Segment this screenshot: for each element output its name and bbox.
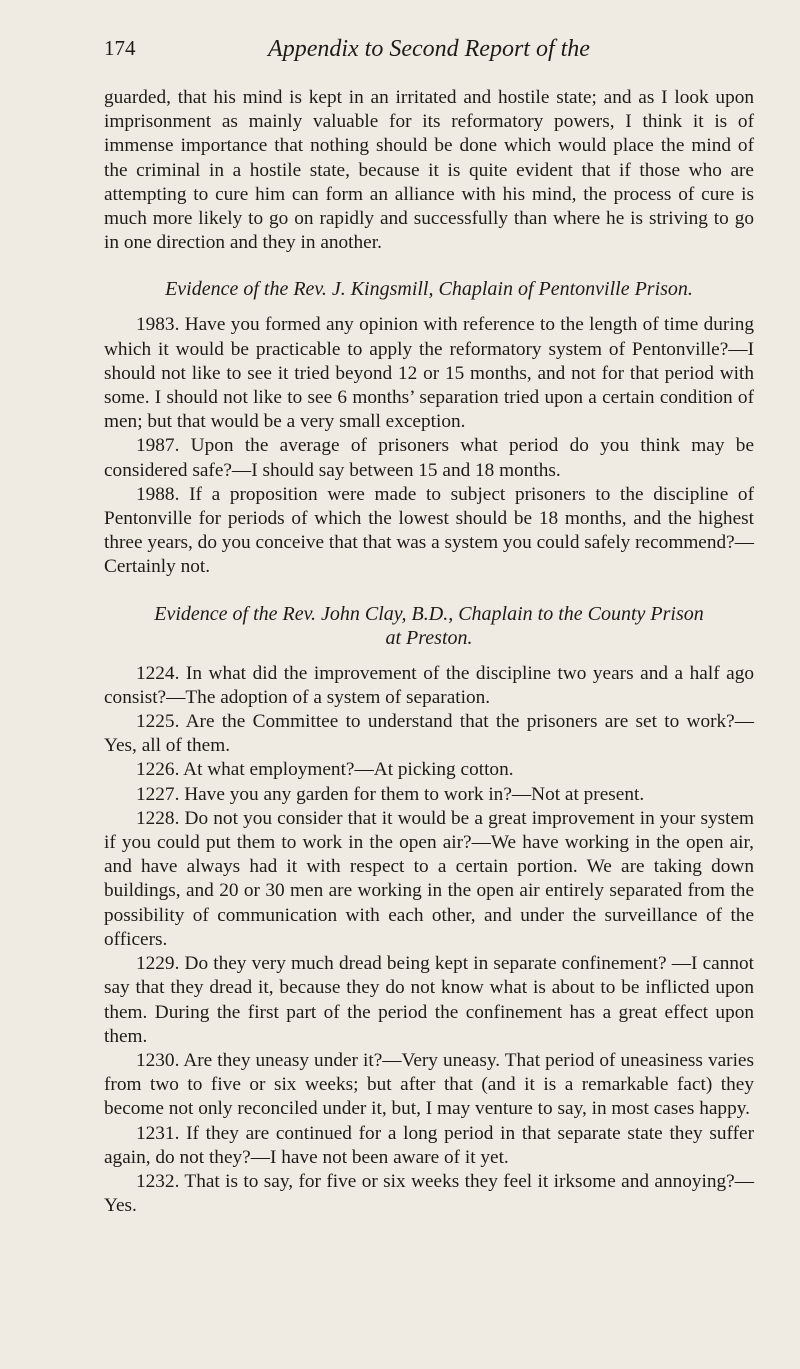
body-text	[104, 86, 754, 1218]
section-heading-kingsmill	[104, 277, 754, 301]
question-1987: 1987. Upon the average of prisoners what period do you think may be considered safe?—I should say between 15 and 18 months.	[104, 435, 754, 481]
section-heading-clay	[104, 602, 754, 650]
heading-line: Evidence of the Rev. J. Kingsmill, Chaplain of Pentonville Prison.	[165, 278, 693, 301]
page-header	[104, 36, 754, 72]
running-head: Appendix to Second Report of the	[268, 36, 590, 62]
question-1229: 1229. Do they very much dread being kept in separate confinement? —I cannot say that they dread it, because they do not know what is about to be inflicted upon them. During the first part of the period the confinement has a great effect upon them.	[104, 953, 754, 1047]
question-1226: 1226. At what employment?—At picking cotton.	[136, 759, 514, 781]
question-1232: 1232. That is to say, for five or six weeks they feel it irksome and annoying?—Yes.	[104, 1170, 754, 1217]
question-1228: 1228. Do not you consider that it would be a great improvement in your system if you could put them to work in the open air?—We have working in the open air, and have always had it with respect to a certain portion. We are taking down buildings, and 20 or 30 men are working in the open air entirely separated from the possibility of communication with each other, and under the surveillance of the officers.	[104, 807, 754, 950]
heading-line-1: Evidence of the Rev. John Clay, B.D., Chaplain to the County Prison	[154, 602, 704, 625]
question-1230: 1230. Are they uneasy under it?—Very uneasy. That period of uneasiness varies from two to five or six weeks; but after that (and it is a remarkable fact) they become not only reconciled under it, but, I may venture to say, in most cases happy.	[104, 1049, 754, 1120]
heading-line-2: at Preston.	[385, 626, 473, 649]
page-number: 174	[104, 36, 136, 60]
continuation-paragraph: guarded, that his mind is kept in an irritated and hostile state; and as I look upon imprisonment as mainly valuable for its reformatory powers, I think it is of immense importance that nothing should be done which would place the mind of the criminal in a hostile state, because it is quite evident that if those who are attempting to cure him can form an alliance with his mind, the process of cure is much more likely to go on rapidly and successfully than where he is striving to go in one direction and they in another.	[104, 87, 754, 254]
question-1983: 1983. Have you formed any opinion with reference to the length of time during which it would be practicable to apply the reformatory system of Pentonville?—I should not like to see it tried beyond 12 or 15 months, and not for that period with some. I should not like to see 6 months’ separation tried upon a certain condition of men; but that would be a very small exception.	[104, 314, 754, 433]
question-1225: 1225. Are the Committee to understand that the prisoners are set to work?—Yes, all of them.	[104, 711, 754, 757]
question-1231: 1231. If they are continued for a long period in that separate state they suffer again, do not they?—I have not been aware of it yet.	[104, 1122, 754, 1168]
question-1224: 1224. In what did the improvement of the discipline two years and a half ago consist?—The adoption of a system of separation.	[104, 662, 754, 708]
question-1988: 1988. If a proposition were made to subject prisoners to the discipline of Pentonville for periods of which the lowest should be 18 months, and the highest three years, do you conceive that that was a system you could safely recommend?—Certainly not.	[104, 483, 754, 578]
question-1227: 1227. Have you any garden for them to work in?—Not at present.	[136, 783, 645, 805]
